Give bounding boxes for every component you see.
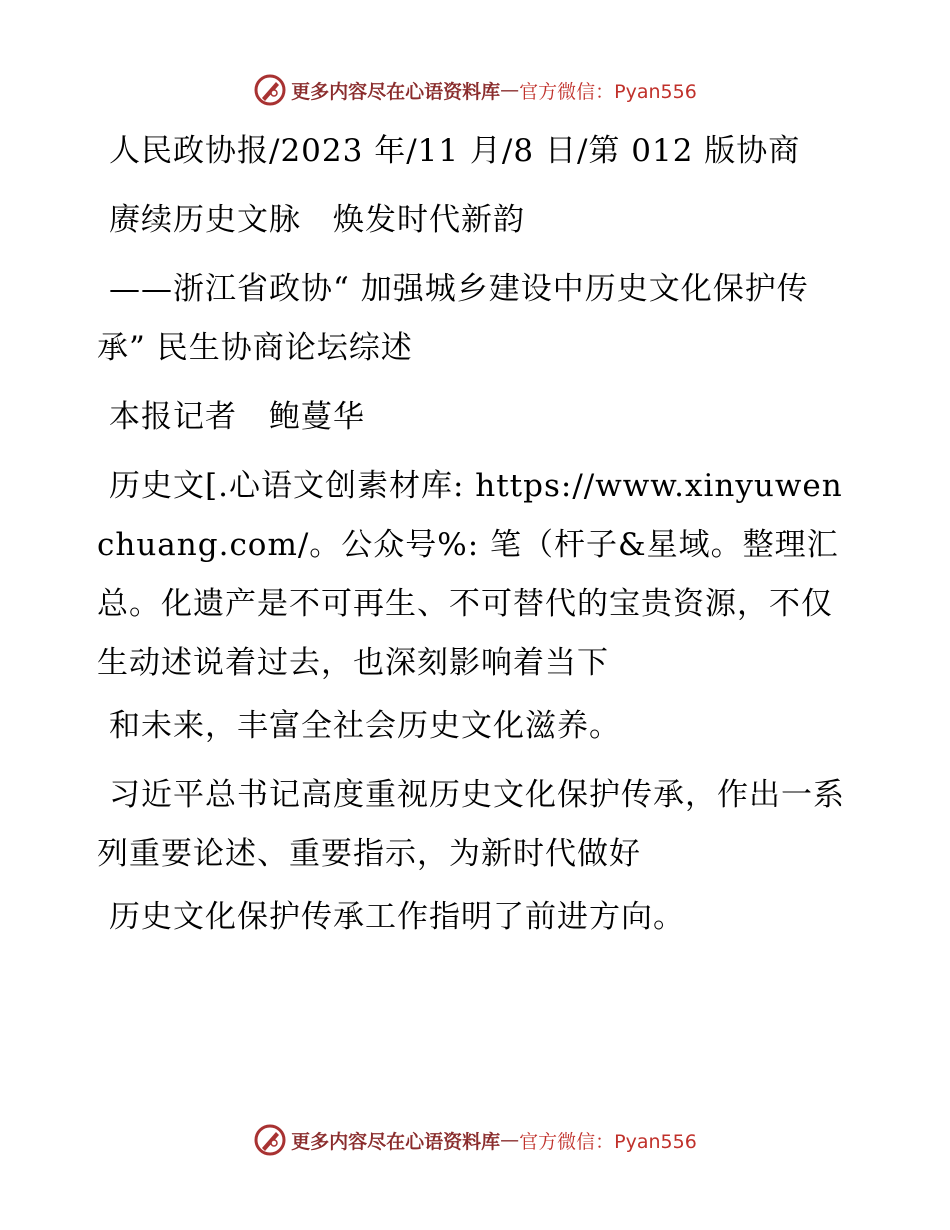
body-paragraph: 和未来，丰富全社会历史文化滋养。 bbox=[109, 708, 621, 744]
footer-watermark-banner bbox=[0, 1120, 950, 1160]
banner-main-text: 更多内容尽在心语资料库 bbox=[291, 1130, 501, 1153]
banner-separator: — bbox=[500, 1129, 520, 1151]
article-subtitle: ——浙江省政协“ 加强城乡建设中历史文化保护传承” 民生协商论坛综述 bbox=[97, 271, 809, 366]
byline: 本报记者 鲍蔓华 bbox=[109, 399, 365, 435]
header-watermark-banner bbox=[0, 70, 950, 110]
source-line: 人民政协报/2023 年/11 月/8 日/第 012 版协商 bbox=[109, 133, 801, 169]
body-paragraph: 历史文[.心语文创素材库: https://www.xinyuwenchuang.com/。公众号%: 笔（杆子&星域。整理汇总。化遗产是不可再生、不可替代的宝贵资源，不仅生动述说着过去，也深刻影响着当下 bbox=[97, 468, 843, 681]
banner-wechat-text: 官方微信：Pyan556 bbox=[519, 1130, 697, 1153]
banner-wechat-text: 官方微信：Pyan556 bbox=[519, 80, 697, 103]
pen-logo-icon bbox=[253, 73, 287, 107]
banner-main-text: 更多内容尽在心语资料库 bbox=[291, 80, 501, 103]
article-title: 赓续历史文脉 焕发时代新韵 bbox=[109, 202, 525, 238]
banner-separator: — bbox=[500, 79, 520, 101]
body-paragraph: 历史文化保护传承工作指明了前进方向。 bbox=[109, 899, 685, 935]
article-body bbox=[97, 122, 857, 957]
pen-logo-icon bbox=[253, 1123, 287, 1157]
body-paragraph: 习近平总书记高度重视历史文化保护传承，作出一系列重要论述、重要指示，为新时代做好 bbox=[97, 777, 845, 872]
